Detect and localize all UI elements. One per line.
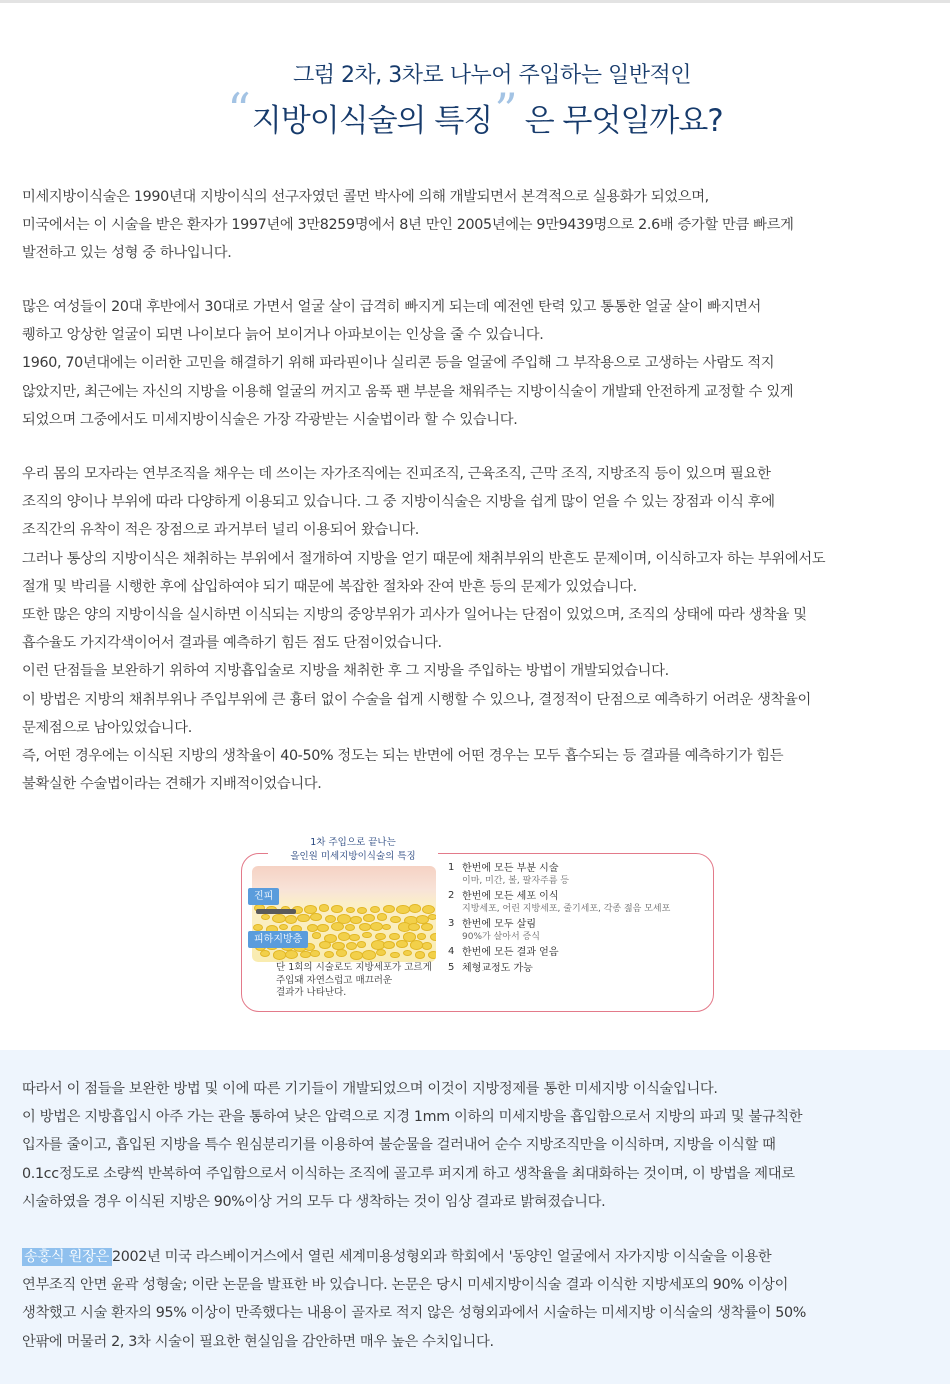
fat-cell xyxy=(310,913,321,921)
fat-cell xyxy=(409,904,421,912)
fat-cell xyxy=(417,933,427,940)
fat-cell xyxy=(408,923,419,931)
text-line: 생착했고 시술 환자의 95% 이상이 만족했다는 내용이 골자로 적지 않은 성형외과에서 시술하는 미세지방 이식술의 생착률이 50% xyxy=(22,1305,806,1322)
fat-cell xyxy=(422,905,435,914)
text-line: 미세지방이식술은 1990년대 지방이식의 선구자였던 콜먼 박사에 의해 개발되면서 본격적으로 실용화가 되었으며, xyxy=(22,189,709,205)
fat-cell xyxy=(362,932,371,939)
close-quote-mark: ” xyxy=(494,83,517,137)
fat-cell xyxy=(345,924,355,931)
cannula-icon xyxy=(256,909,296,914)
fat-cell xyxy=(430,933,436,941)
feature-list xyxy=(448,862,710,978)
text-line xyxy=(22,1243,932,1271)
text-line: 않았지만, 최근에는 자신의 지방을 이용해 얼굴의 꺼지고 움푹 팬 부분을 채워주는 지방이식술이 개발돼 안전하게 교정할 수 있게 xyxy=(22,383,794,400)
feature-item xyxy=(448,918,710,943)
fat-cell xyxy=(422,942,433,950)
feature-item xyxy=(448,962,710,975)
fat-cell xyxy=(300,951,311,959)
text-line: 이 방법은 지방흡입시 아주 가는 관을 통하여 낮은 압력으로 지경 1mm 이하의 미세지방을 흡입함으로서 지방의 파괴 및 불규칙한 xyxy=(22,1109,803,1126)
text-line: 되었으며 그중에서도 미세지방이식술은 가장 각광받는 시술법이라 할 수 있습니다. xyxy=(22,411,518,428)
fat-cell xyxy=(272,914,285,923)
text-line: 우리 몸의 모자라는 연부조직을 채우는 데 쓰이는 자가조직에는 진피조직, 근육조직, 근막 조직, 지방조직 등이 있으며 필요한 xyxy=(22,466,771,482)
paragraph-method xyxy=(22,1075,932,1216)
fat-cell xyxy=(349,934,360,942)
fat-cell xyxy=(260,950,270,957)
fat-cell xyxy=(285,915,297,923)
feature-number: 4 xyxy=(448,946,455,957)
text-line: 불확실한 수술법이라는 견해가 지배적이었습니다. xyxy=(22,776,322,793)
fat-cell xyxy=(376,949,386,956)
fat-cell xyxy=(324,951,334,958)
text-line: 많은 여성들이 20대 후반에서 30대로 가면서 얼굴 살이 급격히 빠지게 되는데 예전엔 탄력 있고 통통한 얼굴 살이 빠지면서 xyxy=(22,299,761,315)
feature-title: 한번에 모두 살림 xyxy=(462,919,536,930)
infographic-title xyxy=(268,836,438,868)
fat-cell xyxy=(383,941,395,950)
text-line: 안팎에 머물러 2, 3차 시술이 필요한 현실임을 감안하면 매우 높은 수치입니다. xyxy=(22,1333,494,1350)
text-line: 시술하였을 경우 이식된 지방은 90%이상 거의 모두 다 생착하는 것이 임상 결과로 밝혀졌습니다. xyxy=(22,1193,606,1210)
feature-title: 체형교정도 가능 xyxy=(462,963,533,974)
feature-title: 한번에 모든 부분 시술 xyxy=(462,863,559,874)
fat-cell xyxy=(389,933,400,941)
feature-number: 5 xyxy=(448,962,455,973)
fat-cell xyxy=(331,922,344,931)
text-line: 조직간의 유착이 적은 장점으로 과거부터 널리 이용되어 왔습니다. xyxy=(22,522,419,539)
paragraph-doctor xyxy=(22,1243,932,1356)
fat-cell xyxy=(421,923,432,931)
fat-cell xyxy=(297,914,309,923)
feature-number: 2 xyxy=(448,890,455,901)
fat-cell xyxy=(362,950,376,959)
text-line: 0.1cc정도로 소량씩 반복하여 주입함으로서 이식하는 조직에 골고루 퍼지게 하고 생착율을 최대화하는 것이며, 이 방법을 제대로 xyxy=(22,1165,795,1182)
caption-line: 단 1회의 시술로도 지방세포가 고르게 xyxy=(276,962,432,973)
feature-desc: 이마, 미간, 볼, 팔자주름 등 xyxy=(462,876,569,886)
fat-cell xyxy=(346,907,355,913)
feature-item xyxy=(448,890,710,915)
fat-cell xyxy=(319,941,331,949)
subcutaneous-tag: 피하지방층 xyxy=(248,931,308,948)
text-line: 그러나 통상의 지방이식은 채취하는 부위에서 절개하여 지방을 얻기 때문에 채취부위의 반흔도 문제이며, 이식하고자 하는 부위에서도 xyxy=(22,550,826,567)
text-line: 발전하고 있는 성형 중 하나입니다. xyxy=(22,245,232,262)
heading-title xyxy=(0,83,950,140)
fat-cell xyxy=(363,914,374,922)
feature-item xyxy=(448,862,710,887)
caption-line: 결과가 나타난다. xyxy=(276,987,347,998)
text-line: 이런 단점들을 보완하기 위하여 지방흡입술로 지방을 채취한 후 그 지방을 주입하는 방법이 개발되었습니다. xyxy=(22,663,669,680)
fat-cell xyxy=(346,942,357,950)
fat-cell xyxy=(403,950,412,956)
heading-emphasis: 지방이식술의 특징 xyxy=(251,103,493,139)
feature-item xyxy=(448,946,710,959)
doctor-name-highlight: 송홍식 원장은 xyxy=(22,1248,112,1266)
text-line: 1960, 70년대에는 이러한 고민을 해결하기 위해 파라핀이나 실리콘 등을 얼굴에 주입해 그 부작용으로 고생하는 사람도 적지 xyxy=(22,355,775,372)
fat-cell xyxy=(350,916,361,924)
fat-cell xyxy=(415,951,426,959)
fat-cell xyxy=(357,907,367,914)
infographic-title-line: 올인원 미세지방이식술의 특징 xyxy=(290,851,416,862)
fat-cell xyxy=(285,950,298,959)
infographic-title-line: 1차 주입으로 끝나는 xyxy=(310,837,396,848)
feature-title: 한번에 모든 결과 얻음 xyxy=(462,947,559,958)
fat-cell xyxy=(377,913,387,920)
feature-title: 한번에 모든 세포 이식 xyxy=(462,891,559,902)
dermis-tag: 진피 xyxy=(248,888,279,905)
fat-cell xyxy=(331,905,343,913)
section-heading xyxy=(0,58,950,140)
fat-cell xyxy=(319,904,329,911)
fat-cell xyxy=(370,922,383,931)
feature-number: 1 xyxy=(448,862,455,873)
fat-cell xyxy=(317,924,328,932)
text-line: 조직의 양이나 부위에 따라 다양하게 이용되고 있습니다. 그 중 지방이식술은 지방을 쉽게 많이 얻을 수 있는 장점과 이식 후에 xyxy=(22,494,775,511)
text-line: 이 방법은 지방의 채취부위나 주입부위에 큰 흉터 없이 수술을 쉽게 시행할 수 있으나, 결정적이 단점으로 예측하기 어려운 생착율이 xyxy=(22,691,811,708)
fat-cell xyxy=(312,932,321,938)
fat-cell xyxy=(382,924,391,931)
heading-rest: 은 무엇일까요? xyxy=(524,103,723,139)
fat-cell xyxy=(261,914,270,921)
fat-cell xyxy=(428,951,436,959)
fat-cell xyxy=(390,952,400,959)
text-line: 퀭하고 앙상한 얼굴이 되면 나이보다 늙어 보이거나 아파보이는 인상을 줄 수 있습니다. xyxy=(22,327,544,344)
feature-desc: 90%가 살아서 증식 xyxy=(462,932,540,942)
text-line: 즉, 어떤 경우에는 이식된 지방의 생착율이 40-50% 정도는 되는 반면에 어떤 경우는 모두 흡수되는 등 결과를 예측하기가 힘든 xyxy=(22,748,784,765)
caption-line: 주입돼 자연스럽고 매끄러운 xyxy=(276,974,393,986)
illustration-caption xyxy=(276,962,446,1000)
fat-cell xyxy=(428,914,436,920)
fat-cell xyxy=(357,941,366,947)
fat-cell xyxy=(383,905,395,914)
paragraph-history xyxy=(22,183,932,268)
text-line: 또한 많은 양의 지방이식을 실시하면 이식되는 지방의 중앙부위가 괴사가 일어나는 단점이 있었으며, 조직의 상태에 따라 생착율 및 xyxy=(22,607,807,624)
fat-cell xyxy=(370,906,380,913)
paragraph-aging xyxy=(22,293,932,434)
heading-subtitle: 그럼 2차, 3차로 나누어 주입하는 일반적인 xyxy=(293,63,691,88)
open-quote-mark: “ xyxy=(227,83,250,137)
fat-cell xyxy=(279,924,288,930)
fat-cell xyxy=(350,951,363,960)
feature-number: 3 xyxy=(448,918,455,929)
fat-cell xyxy=(359,923,371,932)
text-line: 연부조직 안면 윤곽 성형술; 이란 논문을 발표한 바 있습니다. 논문은 당시 미세지방이식술 결과 이식한 지방세포의 90% 이상이 xyxy=(22,1277,789,1294)
fat-cell xyxy=(375,933,386,940)
feature-desc: 지방세포, 어린 지방세포, 줄기세포, 각종 젊음 모세포 xyxy=(462,904,671,914)
text-line: 흡수율도 가지각색이어서 결과를 예측하기 힘든 점도 단점이었습니다. xyxy=(22,635,442,652)
fat-cell xyxy=(336,949,347,956)
text-line: 따라서 이 점들을 보완한 방법 및 이에 따른 기기들이 개발되었으며 이것이 지방정제를 통한 미세지방 이식술입니다. xyxy=(22,1081,718,1097)
paragraph-tissue xyxy=(22,460,932,798)
fat-cell xyxy=(310,950,319,957)
fat-cell xyxy=(396,940,408,948)
top-divider xyxy=(0,0,950,3)
text-line: 미국에서는 이 시술을 받은 환자가 1997년에 3만8259명에서 8년 만인 2005년에는 9만9439명으로 2.6배 증가할 만큼 빠르게 xyxy=(22,217,794,234)
text-line: 절개 및 박리를 시행한 후에 삽입하여야 되기 때문에 복잡한 절차와 잔여 반흔 등의 문제가 있었습니다. xyxy=(22,578,637,595)
text-line: 입자를 줄이고, 흡입된 지방을 특수 원심분리기를 이용하여 불순물을 걸러내어 순수 지방조직만을 이식하며, 지방을 이식할 때 xyxy=(22,1137,776,1154)
fat-cell xyxy=(390,916,400,923)
text-fragment: 2002년 미국 라스베이거스에서 열린 세계미용성형외과 학회에서 '동양인 얼굴에서 자가지방 이식술을 이용한 xyxy=(111,1249,772,1265)
text-line: 문제점으로 남아있었습니다. xyxy=(22,719,192,736)
fat-cell xyxy=(307,924,318,932)
